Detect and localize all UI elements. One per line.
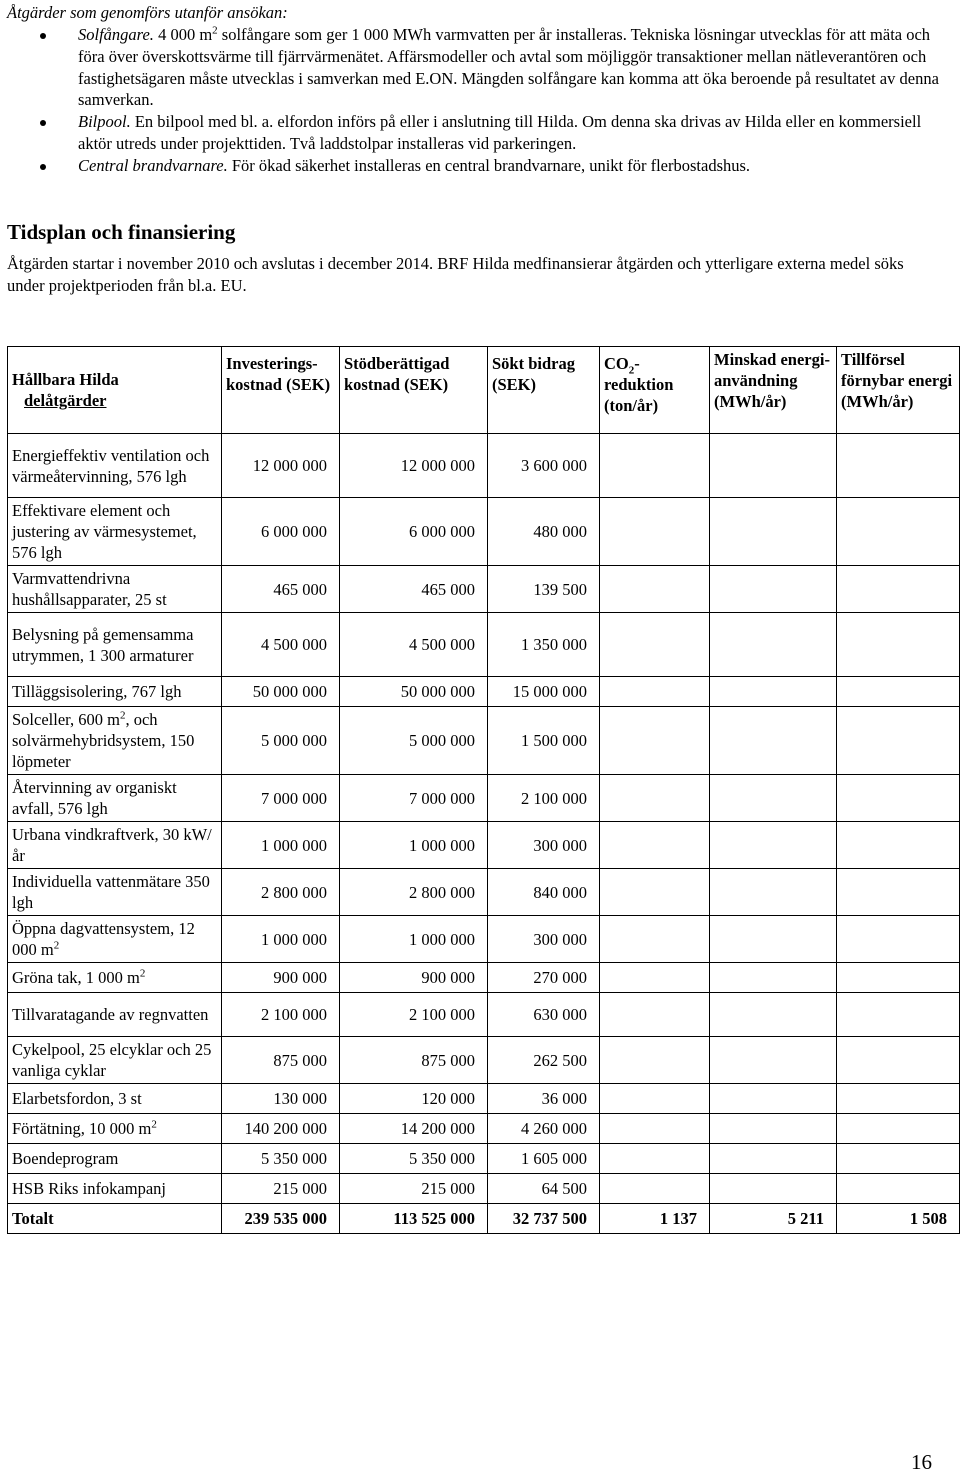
subscript: 2 [628,364,635,377]
list-item-lead: Solfångare. [78,25,154,44]
cell-investment: 50 000 000 [222,677,340,707]
row-label [8,916,222,963]
cell-investment: 1 000 000 [222,822,340,869]
cell-renew [837,869,960,916]
superscript: 2 [212,24,218,37]
total-grant: 32 737 500 [488,1204,600,1234]
cell-co2 [600,1037,710,1084]
table-header-row [8,347,960,434]
header-text: -reduktion (ton/år) [604,354,674,415]
cell-grant: 270 000 [488,963,600,993]
cell-investment: 130 000 [222,1084,340,1114]
cell-co2 [600,869,710,916]
table-row [8,707,960,775]
table-row [8,1037,960,1084]
row-label: HSB Riks infokampanj [8,1174,222,1204]
cell-renew [837,916,960,963]
cell-renew [837,1037,960,1084]
cell-renew [837,434,960,498]
row-label: Återvinning av organiskt avfall, 576 lgh [8,775,222,822]
cell-investment: 2 100 000 [222,993,340,1037]
row-label-text: Öppna dagvattensystem, 12 000 m [12,919,195,959]
cell-energy [710,993,837,1037]
cell-eligible: 2 100 000 [340,993,488,1037]
row-label: Elarbetsfordon, 3 st [8,1084,222,1114]
cell-renew [837,1114,960,1144]
header-eligible-cost: Stödberättigad kostnad (SEK) [340,347,488,434]
cell-investment: 1 000 000 [222,916,340,963]
total-eligible: 113 525 000 [340,1204,488,1234]
cell-eligible: 50 000 000 [340,677,488,707]
table-row [8,775,960,822]
table-row [8,1114,960,1144]
cell-eligible: 1 000 000 [340,916,488,963]
cell-energy [710,963,837,993]
cell-energy [710,677,837,707]
superscript: 2 [139,967,146,980]
superscript: 2 [151,1118,157,1131]
cell-energy [710,498,837,566]
cell-eligible: 4 500 000 [340,613,488,677]
cell-eligible: 1 000 000 [340,822,488,869]
cell-grant: 630 000 [488,993,600,1037]
row-label: Energieffektiv ventilation och värmeåtervinning, 576 lgh [8,434,222,498]
measures-table [7,346,960,1234]
cell-grant: 1 350 000 [488,613,600,677]
cell-grant: 1 500 000 [488,707,600,775]
cell-eligible: 14 200 000 [340,1114,488,1144]
cell-renew [837,566,960,613]
cell-eligible: 2 800 000 [340,869,488,916]
header-measures [8,347,222,434]
cell-co2 [600,775,710,822]
cell-investment: 875 000 [222,1037,340,1084]
row-label: Cykelpool, 25 elcyklar och 25 vanliga cyklar [8,1037,222,1084]
table-row [8,916,960,963]
cell-co2 [600,1144,710,1174]
cell-grant: 1 605 000 [488,1144,600,1174]
table-row [8,1084,960,1114]
cell-energy [710,869,837,916]
cell-grant: 2 100 000 [488,775,600,822]
cell-co2 [600,613,710,677]
cell-grant: 4 260 000 [488,1114,600,1144]
row-label: Tilläggsisolering, 767 lgh [8,677,222,707]
table-row [8,1174,960,1204]
page-number: 16 [911,1450,932,1474]
cell-renew [837,613,960,677]
bullet-icon [40,120,46,126]
cell-energy [710,1144,837,1174]
cell-grant: 840 000 [488,869,600,916]
cell-co2 [600,963,710,993]
total-investment: 239 535 000 [222,1204,340,1234]
row-label-text: Förtätning, 10 000 m [12,1119,152,1138]
cell-energy [710,1084,837,1114]
row-label [8,707,222,775]
total-label: Totalt [8,1204,222,1234]
cell-eligible: 900 000 [340,963,488,993]
cell-grant: 15 000 000 [488,677,600,707]
row-label-text: Gröna tak, 1 000 m [12,968,140,987]
cell-investment: 4 500 000 [222,613,340,677]
row-label-text: Solceller, 600 m [12,710,120,729]
cell-energy [710,1037,837,1084]
cell-energy [710,566,837,613]
cell-energy [710,613,837,677]
cell-co2 [600,993,710,1037]
cell-eligible: 5 350 000 [340,1144,488,1174]
cell-investment: 2 800 000 [222,869,340,916]
cell-investment: 7 000 000 [222,775,340,822]
table-row [8,566,960,613]
cell-energy [710,775,837,822]
list-item-lead: Central brandvarnare. [78,155,228,175]
cell-energy [710,916,837,963]
list-item [0,24,950,111]
bullet-icon [40,164,46,170]
cell-eligible: 215 000 [340,1174,488,1204]
table-row [8,869,960,916]
row-label: Individuella vattenmätare 350 lgh [8,869,222,916]
cell-energy [710,1114,837,1144]
row-label: Varmvattendrivna hushållsapparater, 25 st [8,566,222,613]
cell-energy [710,434,837,498]
table-row [8,1144,960,1174]
table-total-row [8,1204,960,1234]
cell-renew [837,822,960,869]
cell-renew [837,963,960,993]
cell-investment: 140 200 000 [222,1114,340,1144]
cell-investment: 465 000 [222,566,340,613]
cell-eligible: 465 000 [340,566,488,613]
header-energy-reduction: Minskad energi-användning (MWh/år) [710,347,837,434]
cell-energy [710,822,837,869]
cell-renew [837,498,960,566]
cell-investment: 900 000 [222,963,340,993]
cell-co2 [600,1174,710,1204]
cell-grant: 300 000 [488,916,600,963]
cell-investment: 5 000 000 [222,707,340,775]
row-label: Boendeprogram [8,1144,222,1174]
cell-co2 [600,1084,710,1114]
list-item-text: En bilpool med bl. a. elfordon införs på eller i anslutning till Hilda. Om denna ska drivas av Hilda eller en kommersiell aktör utreds under projekttiden. Två laddstolpar installeras vid parkeringen. [78,112,922,153]
cell-renew [837,677,960,707]
list-item [0,155,950,177]
cell-co2 [600,707,710,775]
cell-eligible: 7 000 000 [340,775,488,822]
cell-renew [837,1174,960,1204]
cell-co2 [600,434,710,498]
cell-co2 [600,498,710,566]
header-text: CO [604,354,629,373]
superscript: 2 [53,939,60,952]
total-energy: 5 211 [710,1204,837,1234]
table-row [8,434,960,498]
list-item-text: solfångare som ger 1 000 MWh varmvatten per år installeras. Tekniska lösningar utvecklas för att mäta och föra över överskottsvärme till fjärrvärmenätet. Affärsmodeller och avtal som möjliggör transaktioner mellan nätleverantören och fastighetsägaren måste utvecklas i samverkan med E.ON. Mängden solfångare kan komma att öka beroende på resultatet av denna samverkan. [78,25,939,110]
list-item-lead: Bilpool. [78,112,131,132]
cell-co2 [600,822,710,869]
cell-investment: 12 000 000 [222,434,340,498]
list-item [0,111,950,155]
intro-heading: Åtgärder som genomförs utanför ansökan: [7,3,288,22]
row-label: Belysning på gemensamma utrymmen, 1 300 armaturer [8,613,222,677]
list-item-text: 4 000 m [153,25,213,44]
section-title: Tidsplan och finansiering [7,220,236,244]
measures-list [0,24,950,177]
bullet-icon [40,33,46,39]
section-paragraph: Åtgärden startar i november 2010 och avslutas i december 2014. BRF Hilda medfinansierar åtgärden och ytterligare externa medel söks under projektperioden från bl.a. EU. [7,254,904,295]
table-row [8,498,960,566]
cell-grant: 36 000 [488,1084,600,1114]
cell-eligible: 5 000 000 [340,707,488,775]
cell-investment: 5 350 000 [222,1144,340,1174]
cell-co2 [600,916,710,963]
row-label [8,1114,222,1144]
table-row [8,677,960,707]
cell-co2 [600,566,710,613]
cell-co2 [600,1114,710,1144]
row-label: Urbana vindkraftverk, 30 kW/år [8,822,222,869]
cell-grant: 3 600 000 [488,434,600,498]
cell-renew [837,1144,960,1174]
superscript: 2 [119,709,126,722]
cell-renew [837,993,960,1037]
table-row [8,613,960,677]
cell-investment: 215 000 [222,1174,340,1204]
header-renewable: Tillförsel förnybar energi (MWh/år) [837,347,960,434]
cell-eligible: 875 000 [340,1037,488,1084]
list-item-text: För ökad säkerhet installeras en central brandvarnare, unikt för flerbostadshus. [227,155,751,175]
header-investment: Investerings-kostnad (SEK) [222,347,340,434]
table-row [8,993,960,1037]
total-renewable: 1 508 [837,1204,960,1234]
cell-renew [837,1084,960,1114]
cell-eligible: 12 000 000 [340,434,488,498]
cell-grant: 300 000 [488,822,600,869]
cell-energy [710,1174,837,1204]
row-label: Tillvaratagande av regnvatten [8,993,222,1037]
cell-energy [710,707,837,775]
header-co2 [600,347,710,434]
row-label: Effektivare element och justering av värmesystemet, 576 lgh [8,498,222,566]
cell-grant: 64 500 [488,1174,600,1204]
cell-renew [837,775,960,822]
row-label-text: , och solvärmehybridsystem, 150 löpmeter [12,710,195,771]
cell-eligible: 6 000 000 [340,498,488,566]
cell-grant: 480 000 [488,498,600,566]
header-text: delåtgärder [24,391,107,410]
cell-grant: 139 500 [488,566,600,613]
cell-renew [837,707,960,775]
cell-grant: 262 500 [488,1037,600,1084]
row-label [8,963,222,993]
table-row [8,822,960,869]
cell-investment: 6 000 000 [222,498,340,566]
header-text: Hållbara Hilda [12,370,119,389]
total-co2: 1 137 [600,1204,710,1234]
header-grant: Sökt bidrag (SEK) [488,347,600,434]
cell-eligible: 120 000 [340,1084,488,1114]
table-row [8,963,960,993]
cell-co2 [600,677,710,707]
